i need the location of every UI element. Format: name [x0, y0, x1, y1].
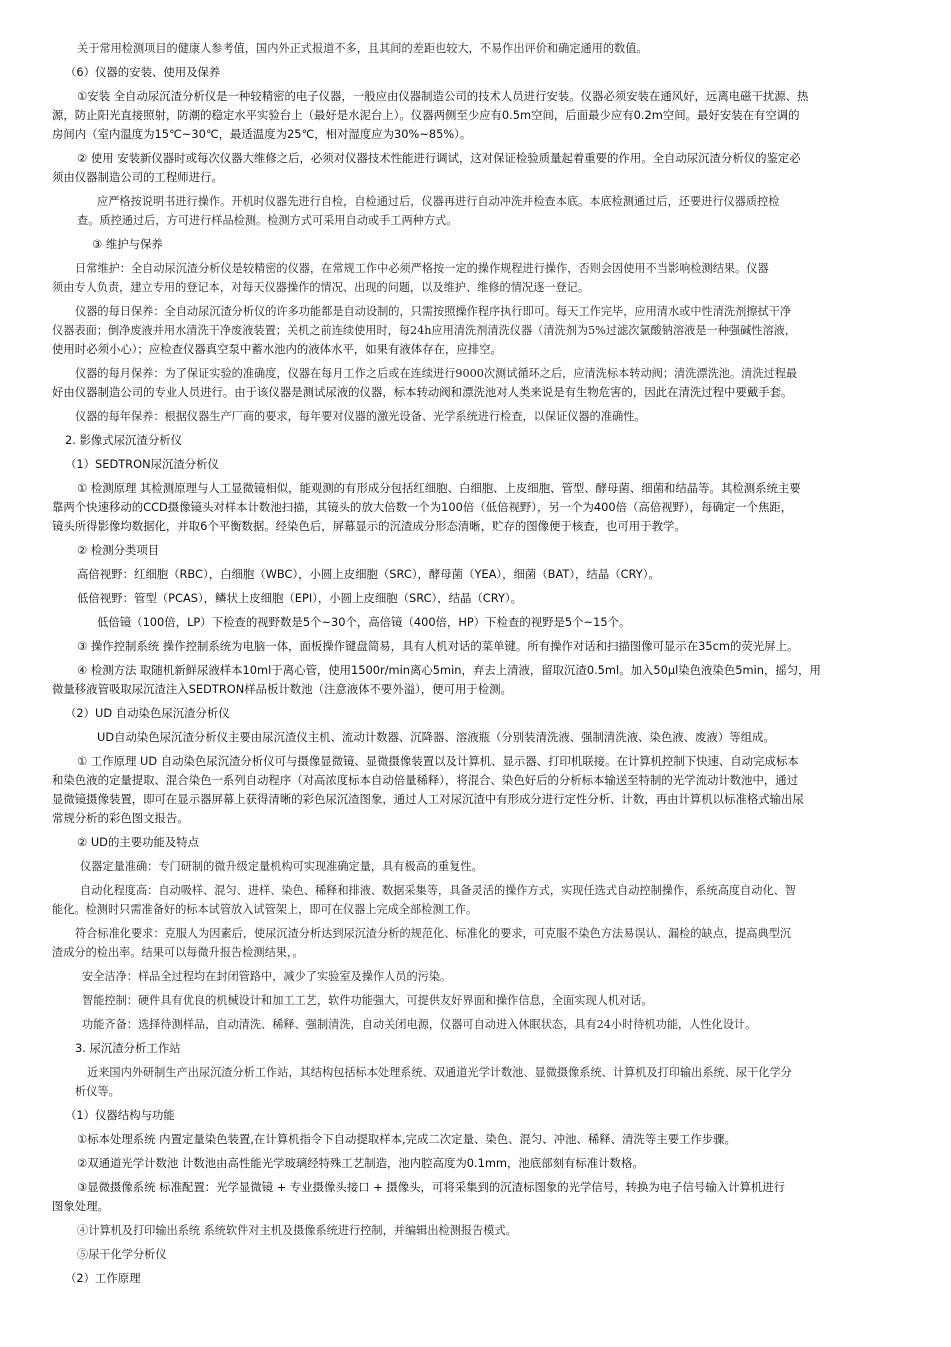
text-line: 符合标准化要求：克服人为因素后，使尿沉渣分析达到尿沉渣分析的规范化、标准化的要求，可克服不染色方法易误认、漏检的缺点，提高典型沉	[75, 927, 792, 940]
text-line: 自动化程度高：自动吸样、混匀、进样、染色、稀释和排液、数据采集等，具备灵活的操作方式，实现任选式自动控制操作，系统高度自动化、智	[80, 884, 797, 897]
text-line: UD自动染色尿沉渣分析仪主要由尿沉渣仪主机、流动计数器、沉降器、溶液瓶（分别装清洗液、强制清洗液、染色液、废液）等组成。	[97, 730, 775, 744]
text-line: （2）UD 自动染色尿沉渣分析仪	[65, 706, 230, 720]
text-line: （1）SEDTRON尿沉渣分析仪	[65, 457, 219, 471]
text-line: 仪器定量准确：专门研制的微升级定量机构可实现准确定量，具有极高的重复性。	[80, 860, 483, 873]
text-line: 低倍镜（100倍，LP）下检查的视野数是5个~30个，高倍镜（400倍，HP）下检查的视野是5个~15个。	[97, 615, 631, 629]
text-line: ①安装 全自动尿沉渣分析仪是一种较精密的电子仪器，一般应由仪器制造公司的技术人员进行安装。仪器必须安装在通风好，远离电磁干扰源、热	[77, 89, 809, 103]
text-line: 镜头所得影像均数据化，并取6个平衡数据。经染色后，屏幕显示的沉渣成分形态清晰，贮存的图像便于核查，也可用于教学。	[52, 519, 686, 533]
text-line: 析仪等。	[75, 1085, 120, 1098]
text-line: ③显微摄像系统 标准配置：光学显微镜 + 专业摄像头接口 + 摄像头，可将采集到的沉渣标图象的光学信号，转换为电子信号输入计算机进行	[77, 1180, 786, 1194]
text-line: 查。质控通过后，方可进行样品检测。检测方式可采用自动或手工两种方式。	[77, 214, 458, 227]
text-line: ②双通道光学计数池 计数池由高性能光学玻璃经特殊工艺制造，池内腔高度为0.1mm，池底部刻有标准计数格。	[77, 1156, 644, 1170]
text-line: ①标本处理系统 内置定量染色装置,在计算机指令下自动提取样本,完成二次定量、染色、混匀、冲池、稀释、清洗等主要工作步骤。	[77, 1132, 736, 1146]
text-line: 近来国内外研制生产出尿沉渣分析工作站，其结构包括标本处理系统、双通道光学计数池、显微摄像系统、计算机及打印输出系统、尿干化学分	[87, 1066, 792, 1079]
text-line: ④ 检测方法 取随机新鲜尿液样本10ml于离心管，使用1500r/min离心5min，弃去上清液，留取沉渣0.5ml。加入50μl染色液染色5min，摇匀，用	[77, 663, 821, 677]
text-line: 靠两个快速移动的CCD摄像镜头对样本计数池扫描，其镜头的放大倍数一个为100倍（低倍视野），另一个为400倍（高倍视野），每确定一个焦距，	[52, 500, 793, 514]
text-line: 日常维护：全自动尿沉渣分析仪是较精密的仪器，在常规工作中必须严格按一定的操作规程进行操作，否则会因使用不当影响检测结果。仪器	[75, 262, 769, 275]
text-line: 仪器的每月保养：为了保证实验的准确度，仪器在每月工作之后或在连续进行9000次测试循环之后，应清洗标本转动阀；清洗漂洗池。清洗过程最	[75, 367, 798, 380]
text-line: ② UD的主要功能及特点	[77, 835, 200, 849]
text-line: （6）仪器的安装、使用及保养	[65, 65, 221, 79]
text-line: 仪器表面；倒净废液并用水清洗干净废液装置；关机之前连续使用时，每24h应用清洗剂清洗仪器（清洗剂为5%过滤次氯酸钠溶液是一种强碱性溶液，	[52, 324, 797, 337]
text-line: 图象处理。	[52, 1199, 109, 1213]
text-line: 使用时必须小心）；应检查仪器真空泵中蓄水池内的液体水平，如果有液体存在，应排空。	[52, 342, 502, 356]
text-line: 和染色液的定量提取、混合染色一系列自动程序（对高浓度标本自动倍量稀释），将混合、染色好后的分析标本输送至特制的光学流动计数池中，通过	[52, 773, 799, 787]
text-line: 应严格按说明书进行操作。开机时仪器先进行自检，自检通过后，仪器再进行自动冲洗并检查本底。本底检测通过后，还要进行仪器质控检	[97, 195, 780, 208]
text-line: ③ 维护与保养	[92, 237, 163, 251]
text-line: 渣成分的检出率。结果可以每微升报告检测结果，。	[52, 946, 304, 959]
text-line: 源，防止阳光直接照射，防潮的稳定水平实验台上（最好是水泥台上）。仪器两侧至少应有0.5m空间，后面最少应有0.2m空间。最好安装在有空调的	[52, 108, 800, 122]
text-line: ② 使用 安装新仪器时或每次仪器大维修之后，必须对仪器技术性能进行调试，这对保证检验质量起着重要的作用。全自动尿沉渣分析仪的鉴定必	[77, 151, 801, 165]
text-line: 低倍视野：管型（PCAS），鳞状上皮细胞（EPI），小圆上皮细胞（SRC），结晶（CRY）。	[77, 591, 522, 605]
text-line: （1）仪器结构与功能	[65, 1108, 175, 1122]
text-line: ① 工作原理 UD 自动染色尿沉渣分析仪可与摄像显微镜、显微摄像装置以及计算机、显示器、打印机联接。在计算机控制下快速、自动完成标本	[77, 754, 799, 768]
text-line: ② 检测分类项目	[77, 543, 160, 557]
text-line: 功能齐备：选择待测样品，自动清洗、稀释、强制清洗，自动关闭电源，仪器可自动进入休眠状态，具有24小时待机功能，人性化设计。	[82, 1018, 757, 1031]
text-line: 须由专人负责，建立专用的登记本，对每天仪器操作的情况、出现的问题，以及维护、维修的情况逐一登记。	[52, 281, 590, 294]
text-line: ① 检测原理 其检测原理与人工显微镜相似，能观测的有形成分包括红细胞、白细胞、上皮细胞、管型、酵母菌、细菌和结晶等。其检测系统主要	[77, 481, 801, 495]
text-line: 2. 影像式尿沉渣分析仪	[65, 433, 183, 447]
text-line: 高倍视野：红细胞（RBC），白细胞（WBC），小圆上皮细胞（SRC），酵母菌（YEA），细菌（BAT），结晶（CRY）。	[77, 567, 660, 581]
text-line: （2）工作原理	[65, 1271, 141, 1285]
text-line: 房间内（室内温度为15℃~30℃，最适温度为25℃，相对湿度应为30%~85%）。	[52, 127, 472, 141]
text-line: 能化。检测时只需准备好的标本试管放入试管架上，即可在仪器上完成全部检测工作。	[52, 903, 478, 916]
text-line: 智能控制：硬件具有优良的机械设计和加工工艺，软件功能强大，可提供友好界面和操作信息，全面实现人机对话。	[82, 994, 653, 1007]
text-line: 好由仪器制造公司的专业人员进行。由于该仪器是测试尿液的仪器，标本转动阀和漂洗池对人类来说是有生物危害的，因此在清洗过程中要戴手套。	[52, 385, 793, 399]
text-line: ⑤尿干化学分析仪	[77, 1248, 167, 1261]
text-line: 常规分析的彩色图文报告。	[52, 811, 189, 825]
text-line: 3. 尿沉渣分析工作站	[75, 1041, 181, 1055]
text-line: 显微镜摄像装置，即可在显示器屏幕上获得清晰的彩色尿沉渣图象，通过人工对尿沉渣中有形成分进行定性分析、计数，再由计算机以标准格式输出尿	[52, 792, 804, 806]
text-line: 微量移液管吸取尿沉渣注入SEDTRON样品板计数池（注意液体不要外溢），便可用于检测。	[52, 682, 512, 696]
text-line: ③ 操作控制系统 操作控制系统为电脑一体，面板操作键盘简易，具有人机对话的菜单键。所有操作对话和扫描图像可显示在35cm的荧光屏上。	[77, 639, 799, 653]
text-line: 须由仪器制造公司的工程师进行。	[52, 170, 223, 184]
text-line: 仪器的每日保养：全自动尿沉渣分析仪的许多功能都是自动设制的，只需按照操作程序执行即可。每天工作完毕，应用清水或中性清洗剂擦拭干净	[75, 305, 792, 318]
text-line: 安全洁净：样品全过程均在封闭管路中，减少了实验室及操作人员的污染。	[82, 970, 452, 983]
text-line: ④计算机及打印输出系统 系统软件对主机及摄像系统进行控制，并编辑出检测报告模式。	[77, 1224, 517, 1237]
text-line: 关于常用检测项目的健康人参考值，国内外正式报道不多，且其间的差距也较大，不易作出评价和确定通用的数值。	[77, 42, 648, 55]
text-line: 仪器的每年保养：根据仪器生产厂商的要求，每年要对仪器的激光设备、光学系统进行检查，以保证仪器的准确性。	[75, 410, 646, 423]
